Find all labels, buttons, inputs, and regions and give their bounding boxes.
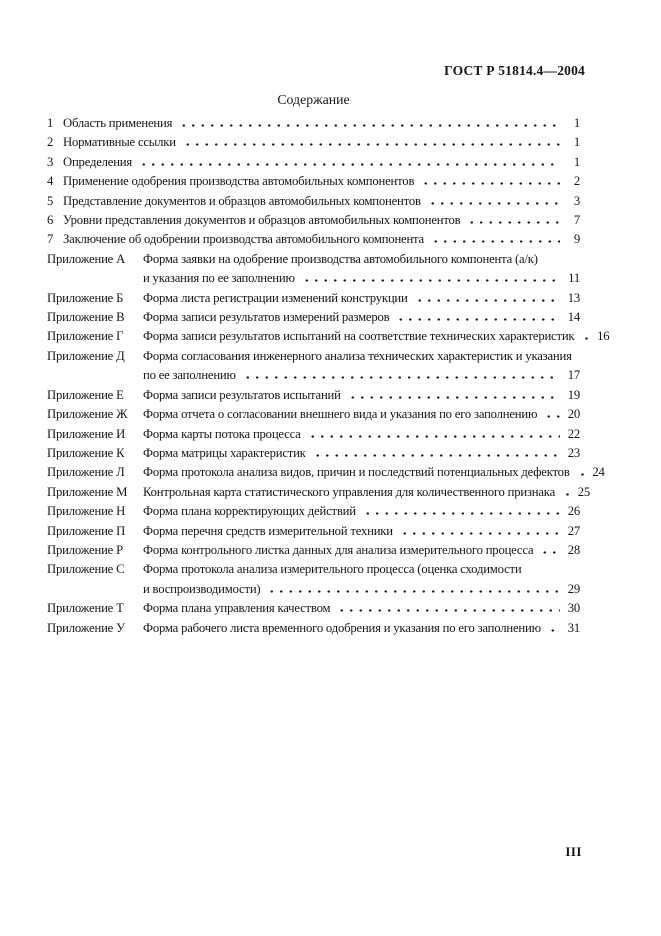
toc-appendix-entry [47,599,580,618]
toc-appendix-entry [47,502,580,521]
toc-appendix-entry [47,425,580,444]
toc-section-entry [47,172,580,191]
appendix-label: Приложение Н [47,504,126,519]
section-title: Применение одобрения производства автомобильных компонентов [63,174,415,189]
dot-leader [538,551,560,554]
appendix-title: Форма записи результатов испытаний на соответствие технических характеристик [143,329,575,344]
dot-leader [265,590,560,593]
toc-appendix-entry [47,308,580,327]
appendix-title: Форма контрольного листка данных для анализа измерительного процесса [143,542,534,557]
appendix-label: Приложение Л [47,465,125,480]
toc-appendix-entry [47,289,580,308]
section-title: Нормативные ссылки [63,135,176,150]
appendix-title-continuation: по ее заполнению [143,368,236,383]
appendix-title-continuation: и указания по ее заполнению [143,271,295,286]
toc-appendix-entry [47,386,580,405]
dot-leader [546,629,560,632]
dot-leader [560,493,570,496]
appendix-label: Приложение С [47,562,125,577]
appendix-title: Форма записи результатов испытаний [143,387,341,402]
toc-appendix-entry [47,483,591,502]
dot-leader [300,279,560,282]
toc-appendix-entry [47,444,580,463]
appendix-title: Форма согласования инженерного анализа технических характеристик и указания [143,348,572,363]
toc-appendix-entry [47,347,580,386]
appendix-page-number: 13 [567,290,580,305]
section-title: Определения [63,154,133,169]
contents-heading: Содержание [277,92,350,107]
appendix-page-number: 14 [567,310,580,325]
appendix-title: Форма рабочего листа временного одобрения и указания по его заполнению [143,620,541,635]
document-code: ГОСТ Р 51814.4—2004 [444,63,585,78]
toc-appendix-entry [47,405,580,424]
appendix-title: Форма записи результатов измерений размеров [143,310,390,325]
appendix-label: Приложение Г [47,329,124,344]
section-number: 6 [47,213,54,228]
appendix-title: Форма отчета о согласовании внешнего вида и указания по его заполнению [143,407,538,422]
appendix-label: Приложение У [47,620,125,635]
dot-leader [465,221,560,224]
table-of-contents [47,114,610,638]
dot-leader [398,532,560,535]
appendix-page-number: 29 [567,581,580,596]
dot-leader [542,415,560,418]
section-number: 1 [47,116,54,130]
appendix-page-number: 20 [567,407,580,422]
appendix-title: Форма заявки на одобрение производства автомобильного компонента (а/к) [143,251,538,266]
dot-leader [575,473,585,476]
appendix-label: Приложение Б [47,290,124,305]
dot-leader [181,143,560,146]
toc-appendix-entry [47,522,580,541]
dot-leader [419,182,560,185]
section-title: Заключение об одобрении производства автомобильного компонента [63,232,424,247]
dot-leader [413,299,560,302]
appendix-page-number: 31 [567,620,580,635]
appendix-title: Форма плана корректирующих действий [143,504,356,519]
dot-leader [346,396,560,399]
toc-appendix-entry [47,463,605,482]
section-page-number: 3 [573,193,580,208]
toc-section-entry [47,133,580,152]
appendix-page-number: 16 [597,329,610,344]
appendix-page-number: 17 [567,368,580,383]
toc-appendix-entry [47,250,580,289]
section-number: 2 [47,135,54,150]
appendix-label: Приложение М [47,484,128,499]
dot-leader [311,454,560,457]
appendix-title-continuation: и воспроизводимости) [143,581,261,596]
appendix-title: Форма плана управления качеством [143,601,331,616]
section-page-number: 1 [573,135,580,150]
section-page-number: 1 [573,116,580,130]
toc-appendix-entry [47,619,580,638]
dot-leader [429,240,560,243]
section-number: 7 [47,232,54,247]
appendix-page-number: 30 [567,601,580,616]
appendix-label: Приложение В [47,310,125,325]
section-title: Область применения [63,116,173,130]
toc-section-entry [47,153,580,172]
section-number: 4 [47,174,54,189]
appendix-label: Приложение А [47,251,126,266]
toc-section-entry [47,114,580,133]
dot-leader [306,435,560,438]
appendix-label: Приложение Д [47,348,125,363]
dot-leader [335,609,560,612]
appendix-page-number: 23 [567,445,580,460]
dot-leader [137,163,560,166]
appendix-page-number: 22 [567,426,580,441]
appendix-title: Форма протокола анализа видов, причин и последствий потенциальных дефектов [143,465,570,480]
appendix-page-number: 28 [567,542,580,557]
appendix-label: Приложение И [47,426,126,441]
section-title: Представление документов и образцов автомобильных компонентов [63,193,421,208]
dot-leader [177,124,560,127]
appendix-title: Форма листа регистрации изменений конструкции [143,290,408,305]
section-title: Уровни представления документов и образцов автомобильных компонентов [63,213,461,228]
folio-page-number: III [565,844,582,859]
appendix-label: Приложение Р [47,542,123,557]
appendix-page-number: 11 [568,271,580,286]
appendix-page-number: 26 [567,504,580,519]
appendix-label: Приложение К [47,445,125,460]
section-page-number: 1 [573,154,580,169]
section-page-number: 9 [573,232,580,247]
dot-leader [241,376,560,379]
section-number: 5 [47,193,54,208]
appendix-page-number: 25 [577,484,591,499]
appendix-label: Приложение Е [47,387,124,402]
appendix-page-number: 24 [592,465,605,480]
appendix-label: Приложение Ж [47,407,128,422]
section-page-number: 2 [573,174,580,189]
dot-leader [394,318,560,321]
appendix-page-number: 27 [567,523,580,538]
appendix-label: Приложение П [47,523,126,538]
appendix-title: Форма матрицы характеристик [143,445,306,460]
appendix-title: Форма протокола анализа измерительного процесса (оценка сходимости [143,562,522,577]
dot-leader [579,337,589,340]
toc-appendix-entry [47,560,580,599]
appendix-title: Контрольная карта статистического управления для количественного признака [143,484,556,499]
toc-appendix-entry [47,541,580,560]
appendix-title: Форма карты потока процесса [143,426,301,441]
toc-section-entry [47,192,580,211]
appendix-label: Приложение Т [47,601,124,616]
toc-section-entry [47,211,580,230]
dot-leader [426,202,560,205]
dot-leader [361,512,560,515]
appendix-title: Форма перечня средств измерительной техники [143,523,393,538]
toc-section-entry [47,230,580,249]
appendix-page-number: 19 [567,387,580,402]
section-page-number: 7 [573,213,580,228]
toc-appendix-entry [47,327,610,346]
section-number: 3 [47,154,54,169]
